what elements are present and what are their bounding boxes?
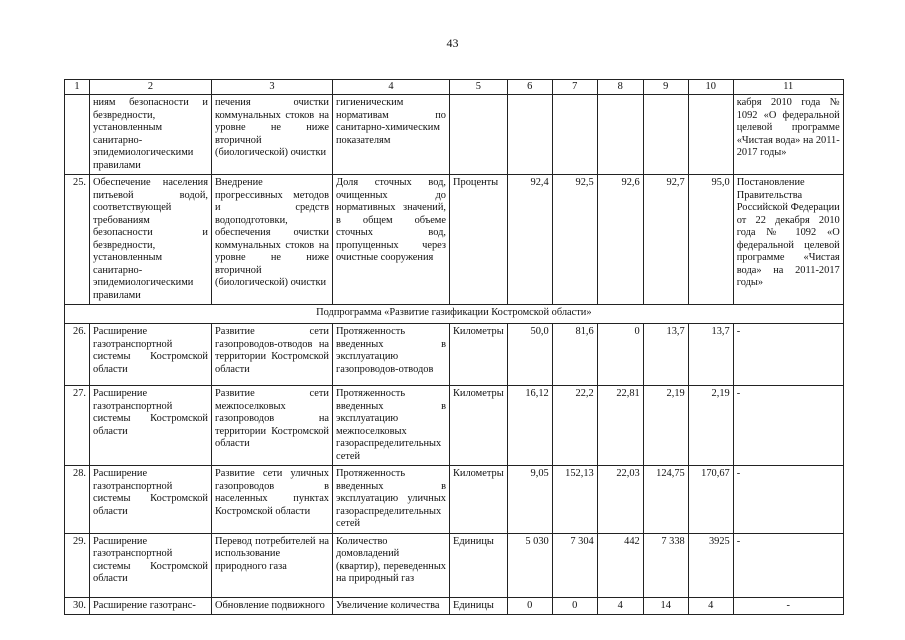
- num-cell: 27.: [65, 386, 90, 466]
- unit-cell: Километры: [450, 324, 508, 386]
- num-cell: 28.: [65, 466, 90, 533]
- goal-cell: ниям безопасности и безвредности, установленным санитарно-эпидемиологическими правилами: [90, 95, 212, 175]
- num-cell: 26.: [65, 324, 90, 386]
- measure-cell: Перевод потребителей на использование природного газа: [212, 533, 333, 597]
- unit-cell: Километры: [450, 386, 508, 466]
- header-cell: 3: [212, 80, 333, 95]
- header-cell: 1: [65, 80, 90, 95]
- indicator-cell: Протяженность введенных в эксплуатацию газопроводов-отводов: [333, 324, 450, 386]
- value-cell: 9,05: [507, 466, 552, 533]
- value-cell: 7 304: [552, 533, 597, 597]
- indicator-cell: гигиеническим нормативам по санитарно-химическим показателям: [333, 95, 450, 175]
- value-cell: [552, 95, 597, 175]
- value-cell: 0: [552, 597, 597, 614]
- note-cell: -: [733, 466, 843, 533]
- page-number: 43: [446, 36, 459, 50]
- value-cell: [597, 95, 643, 175]
- measure-cell: печения очистки коммунальных стоков на уровне не ниже вторичной (биологической) очистки: [212, 95, 333, 175]
- header-cell: 8: [597, 80, 643, 95]
- header-cell: 2: [90, 80, 212, 95]
- value-cell: 13,7: [643, 324, 688, 386]
- subprogram-title: Подпрограмма «Развитие газификации Костромской области»: [65, 305, 844, 324]
- value-cell: [688, 95, 733, 175]
- unit-cell: Километры: [450, 466, 508, 533]
- num-cell: 29.: [65, 533, 90, 597]
- header-cell: 7: [552, 80, 597, 95]
- value-cell: 81,6: [552, 324, 597, 386]
- goal-cell: Расширение газотранспортной системы Костромской области: [90, 386, 212, 466]
- table-row: [65, 386, 844, 466]
- indicator-cell: Количество домовладений (квартир), переведенных на природный газ: [333, 533, 450, 597]
- value-cell: 3925: [688, 533, 733, 597]
- value-cell: 124,75: [643, 466, 688, 533]
- note-cell: -: [733, 386, 843, 466]
- value-cell: 95,0: [688, 175, 733, 305]
- value-cell: 5 030: [507, 533, 552, 597]
- value-cell: 2,19: [688, 386, 733, 466]
- value-cell: 0: [507, 597, 552, 614]
- value-cell: 4: [597, 597, 643, 614]
- note-cell: -: [733, 597, 843, 614]
- header-cell: 6: [507, 80, 552, 95]
- measure-cell: Развитие сети межпоселковых газопроводов на территории Костромской области: [212, 386, 333, 466]
- value-cell: [643, 95, 688, 175]
- value-cell: 442: [597, 533, 643, 597]
- header-row: [65, 80, 844, 95]
- value-cell: 170,67: [688, 466, 733, 533]
- value-cell: 92,5: [552, 175, 597, 305]
- num-cell: [65, 95, 90, 175]
- value-cell: 4: [688, 597, 733, 614]
- table-row: [65, 324, 844, 386]
- indicator-cell: Протяженность введенных в эксплуатацию межпоселковых газораспределительных сетей: [333, 386, 450, 466]
- num-cell: 25.: [65, 175, 90, 305]
- indicator-cell: Протяженность введенных в эксплуатацию уличных газораспределительных сетей: [333, 466, 450, 533]
- indicator-table: [64, 79, 844, 615]
- indicator-cell: Увеличение количества: [333, 597, 450, 614]
- unit-cell: Единицы: [450, 597, 508, 614]
- value-cell: 22,03: [597, 466, 643, 533]
- goal-cell: Расширение газотранспортной системы Костромской области: [90, 466, 212, 533]
- value-cell: 152,13: [552, 466, 597, 533]
- value-cell: 92,4: [507, 175, 552, 305]
- header-cell: 10: [688, 80, 733, 95]
- value-cell: 14: [643, 597, 688, 614]
- goal-cell: Обеспечение населения питьевой водой, соответствующей требованиям безопасности и безвредности, установленным санитарно-эпидемиологическими правилами: [90, 175, 212, 305]
- header-cell: 9: [643, 80, 688, 95]
- note-cell: Постановление Правительства Российской Федерации от 22 декабря 2010 года № 1092 «О федеральной целевой программе «Чистая вода» на 2011-2017 годы»: [733, 175, 843, 305]
- value-cell: 0: [597, 324, 643, 386]
- note-cell: кабря 2010 года № 1092 «О федеральной целевой программе «Чистая вода» на 2011-2017 годы»: [733, 95, 843, 175]
- value-cell: 22,2: [552, 386, 597, 466]
- measure-cell: Развитие сети газопроводов-отводов на территории Костромской области: [212, 324, 333, 386]
- table-row: [65, 466, 844, 533]
- note-cell: -: [733, 533, 843, 597]
- value-cell: 13,7: [688, 324, 733, 386]
- unit-cell: [450, 95, 508, 175]
- value-cell: 92,6: [597, 175, 643, 305]
- unit-cell: Проценты: [450, 175, 508, 305]
- goal-cell: Расширение газотранс-: [90, 597, 212, 614]
- table-row: [65, 597, 844, 614]
- measure-cell: Развитие сети уличных газопроводов в населенных пунктах Костромской области: [212, 466, 333, 533]
- goal-cell: Расширение газотранспортной системы Костромской области: [90, 533, 212, 597]
- unit-cell: Единицы: [450, 533, 508, 597]
- header-cell: 11: [733, 80, 843, 95]
- measure-cell: Внедрение прогрессивных методов и средств водоподготовки, обеспечения очистки коммунальных стоков на уровне не ниже вторичной (биологической) очистки: [212, 175, 333, 305]
- value-cell: 2,19: [643, 386, 688, 466]
- value-cell: 22,81: [597, 386, 643, 466]
- indicator-cell: Доля сточных вод, очищенных до нормативных значений, в общем объеме сточных вод, пропущенных через очистные сооружения: [333, 175, 450, 305]
- subprogram-row: [65, 305, 844, 324]
- header-cell: 5: [450, 80, 508, 95]
- value-cell: 7 338: [643, 533, 688, 597]
- value-cell: 16,12: [507, 386, 552, 466]
- table-row: [65, 175, 844, 305]
- value-cell: 50,0: [507, 324, 552, 386]
- value-cell: 92,7: [643, 175, 688, 305]
- header-cell: 4: [333, 80, 450, 95]
- goal-cell: Расширение газотранспортной системы Костромской области: [90, 324, 212, 386]
- measure-cell: Обновление подвижного: [212, 597, 333, 614]
- value-cell: [507, 95, 552, 175]
- num-cell: 30.: [65, 597, 90, 614]
- table-row: [65, 533, 844, 597]
- continued-row: [65, 95, 844, 175]
- note-cell: -: [733, 324, 843, 386]
